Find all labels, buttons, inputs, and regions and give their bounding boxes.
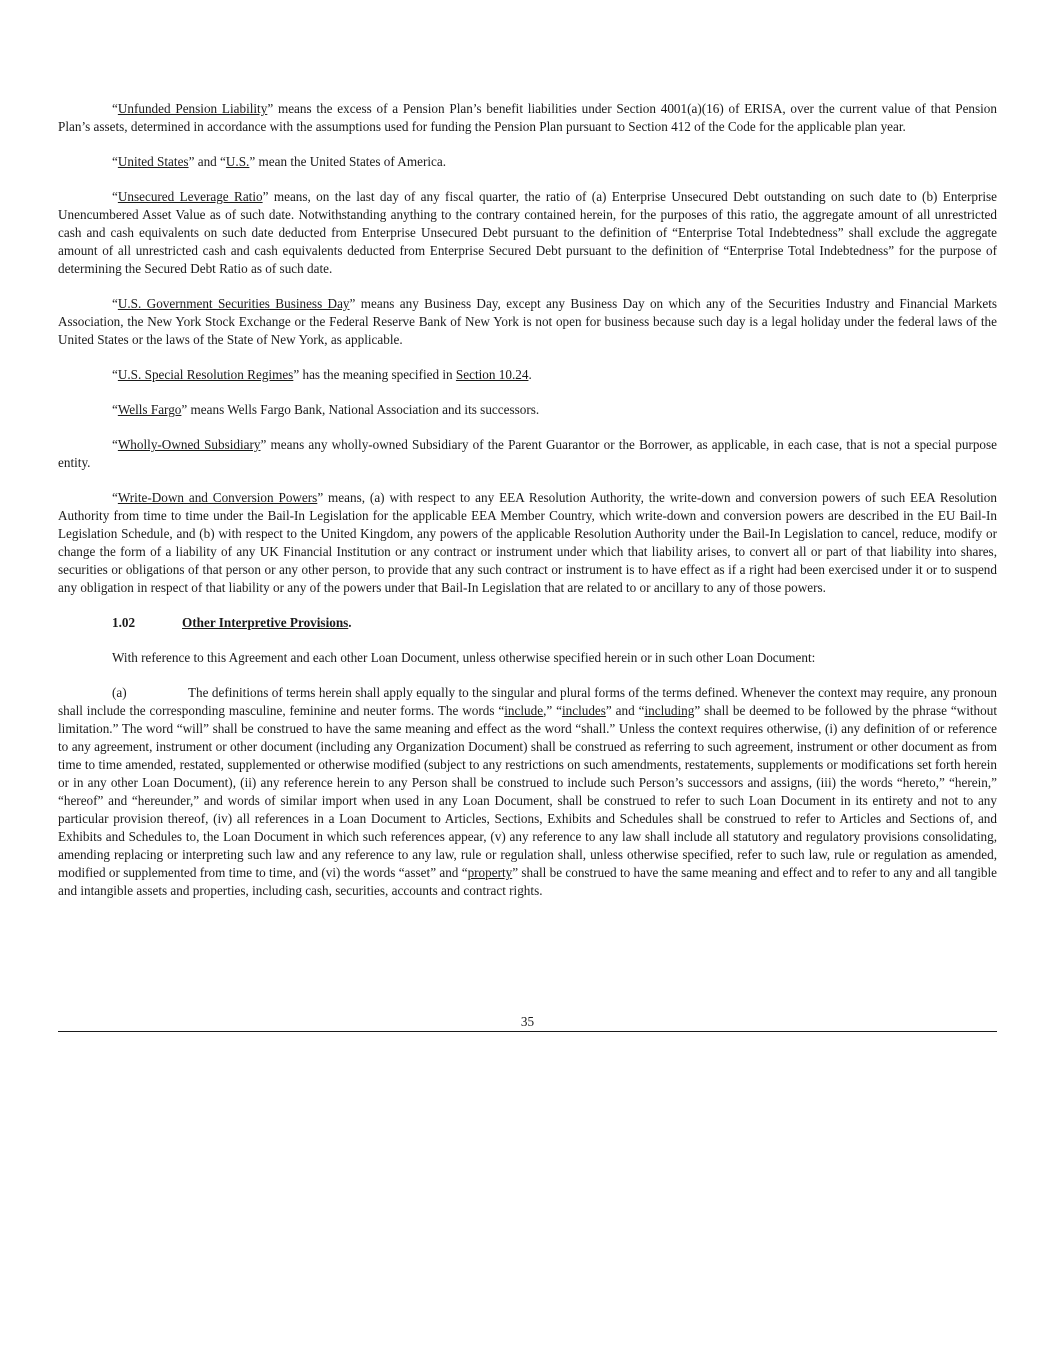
section-intro: With reference to this Agreement and each other Loan Document, unless otherwise specified herein or in such other Loan Document: bbox=[112, 650, 816, 665]
clause-label: (a) bbox=[112, 685, 127, 700]
quote: “ bbox=[112, 367, 118, 382]
document-body bbox=[58, 100, 997, 900]
defined-term: includes bbox=[561, 703, 606, 718]
defined-term: United States bbox=[117, 154, 189, 169]
quote: “ bbox=[112, 296, 118, 311]
clause-text: ” shall be deemed to be followed by the phrase “without limitation.” The word “will” shall be construed to have the same meaning and effect as the word “shall.” Unless the context requires otherwise, (i) any definition of or reference to any agreement, instrument or other document (including any Organization Document) shall be construed as referring to such agreement, instrument or other document as from time to time amended, restated, supplemented or otherwise modified (subject to any restrictions on such amendments, restatements, supplements or modifications set forth herein or in any other Loan Document), (ii) any reference herein to any Person shall be construed to include such Person’s successors and assigns, (iii) the words “hereto,” “herein,” “hereof” and “hereunder,” and words of similar import when used in any Loan Document, shall be construed to refer to such Loan Document in its entirety and not to any particular provision thereof, (iv) all references in a Loan Document to Articles, Sections, Exhibits and Schedules shall be construed to refer to Articles and Sections of, and Exhibits and Schedules to, the Loan Document in which such references appear, (v) any reference to any law shall include all statutory and regulatory provisions consolidating, amending replacing or interpreting such law and any reference to any law, rule or regulation shall, unless otherwise specified, refer to such law, rule or regulation as amended, modified or supplemented from time to time, and (vi) the words “asset” and “ bbox=[58, 703, 997, 880]
definition-text: ” means any wholly-owned Subsidiary of the Parent Guarantor or the Borrower, as applicable, in each case, that is not a special purpose entity. bbox=[58, 437, 997, 470]
definition-govt-securities-business-day bbox=[58, 295, 997, 349]
section-number: 1.02 bbox=[112, 615, 136, 630]
definition-text: ” means, on the last day of any fiscal quarter, the ratio of (a) Enterprise Unsecured Debt outstanding on such date to (b) Enterprise Unencumbered Asset Value as of such date. Notwithstanding anything to the contrary contained herein, for the purposes of this ratio, the aggregate amount of all unrestricted cash and cash equivalents on such date deducted from Enterprise Unsecured Debt pursuant to the definition of “Enterprise Total Indebtedness” shall exclude the aggregate amount of all unrestricted cash and cash equivalents deducted from Enterprise Secured Debt pursuant to the definition of “Enterprise Total Indebtedness” for the purpose of determining the Secured Debt Ratio as of such date. bbox=[58, 189, 997, 276]
defined-term: U.S. Special Resolution Regimes bbox=[117, 367, 294, 382]
quote: “ bbox=[112, 490, 118, 505]
clause-text: ” shall be construed to have the same meaning and effect and to refer to any and all tangible and intangible assets and properties, including cash, securities, accounts and contract rights. bbox=[58, 865, 997, 898]
definition-wells-fargo bbox=[58, 401, 997, 419]
section-reference-link: Section 10.24 bbox=[455, 367, 529, 382]
defined-term: Unsecured Leverage Ratio bbox=[117, 189, 263, 204]
quote: “ bbox=[112, 402, 118, 417]
page-number: 35 bbox=[520, 1014, 535, 1029]
definition-text: ” mean the United States of America. bbox=[249, 154, 447, 169]
quote: “ bbox=[112, 101, 118, 116]
definition-text: ” means, (a) with respect to any EEA Resolution Authority, the write-down and conversion powers of such EEA Resolution Authority from time to time under the Bail-In Legislation for the applicable EEA Member Country, which write-down and conversion powers are described in the EU Bail-In Legislation Schedule, and (b) with respect to the United Kingdom, any powers of the applicable Resolution Authority under the Bail-In Legislation to cancel, reduce, modify or change the form of a liability of any UK Financial Institution or any contract or instrument under which that liability arises, to convert all or part of that liability into shares, securities or obligations of that person or any other person, to provide that any such contract or instrument is to have effect as if a right had been exercised under it or to suspend any obligation in respect of that liability or any of the powers under that Bail-In Legislation that are related to or ancillary to any of those powers. bbox=[58, 490, 997, 595]
section-heading bbox=[58, 614, 997, 632]
clause-text: ,” “ bbox=[543, 703, 562, 718]
quote: “ bbox=[112, 437, 118, 452]
clause-a bbox=[58, 684, 997, 900]
definition-united-states bbox=[58, 153, 997, 171]
quote: “ bbox=[112, 154, 118, 169]
footer-divider bbox=[58, 1031, 997, 1032]
section-title: Other Interpretive Provisions bbox=[182, 615, 349, 630]
defined-term: property bbox=[467, 865, 513, 880]
definition-text: ” has the meaning specified in bbox=[293, 367, 456, 382]
punctuation: . bbox=[528, 367, 532, 382]
clause-text: The definitions of terms herein shall apply equally to the singular and plural forms of the terms defined. Whenever the context may require, any pronoun shall include the corresponding masculine, feminine and neuter forms. The words “ bbox=[58, 685, 997, 718]
defined-term: U.S. Government Securities Business Day bbox=[117, 296, 350, 311]
definition-special-resolution-regimes bbox=[58, 366, 997, 384]
defined-term: Write-Down and Conversion Powers bbox=[117, 490, 318, 505]
defined-term: Wholly-Owned Subsidiary bbox=[117, 437, 261, 452]
definition-text: ” means the excess of a Pension Plan’s benefit liabilities under Section 4001(a)(16) of ERISA, over the current value of that Pension Plan’s assets, determined in accordance with the assumptions used for funding the Pension Plan pursuant to Section 412 of the Code for the applicable plan year. bbox=[58, 101, 997, 134]
defined-term: include bbox=[504, 703, 544, 718]
definition-wholly-owned-subsidiary bbox=[58, 436, 997, 472]
punctuation: . bbox=[348, 615, 352, 630]
definition-text: ” means any Business Day, except any Business Day on which any of the Securities Industry and Financial Markets Association, the New York Stock Exchange or the Federal Reserve Bank of New York is not open for business because such day is a legal holiday under the federal laws of the United States or the laws of the State of New York, as applicable. bbox=[58, 296, 997, 347]
definition-text: ” and “ bbox=[188, 154, 226, 169]
definition-text: ” means Wells Fargo Bank, National Association and its successors. bbox=[181, 402, 540, 417]
quote: “ bbox=[112, 189, 118, 204]
defined-term: Unfunded Pension Liability bbox=[117, 101, 268, 116]
definition-write-down-conversion-powers bbox=[58, 489, 997, 597]
defined-term: including bbox=[644, 703, 695, 718]
definition-unfunded-pension-liability bbox=[58, 100, 997, 136]
defined-term: Wells Fargo bbox=[117, 402, 182, 417]
definition-unsecured-leverage-ratio bbox=[58, 188, 997, 278]
clause-text: ” and “ bbox=[605, 703, 645, 718]
defined-term: U.S. bbox=[225, 154, 250, 169]
